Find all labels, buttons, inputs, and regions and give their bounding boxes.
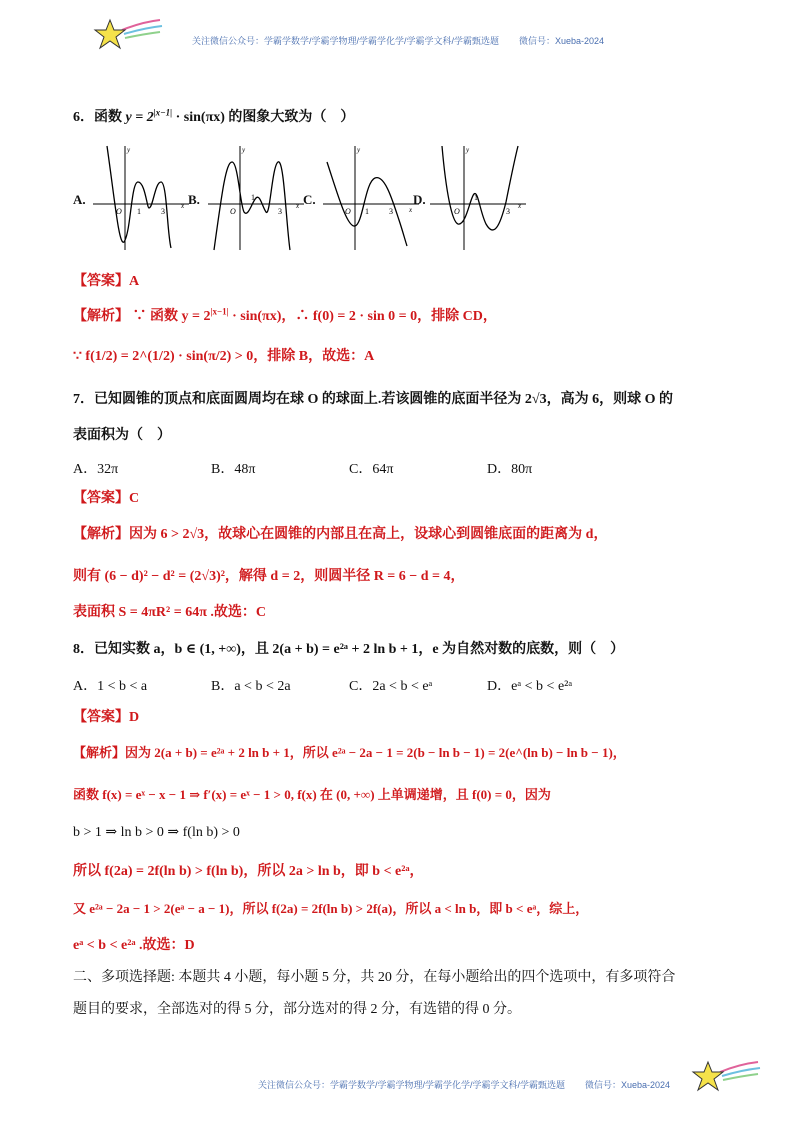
q7-option-d: D．80π bbox=[487, 462, 533, 477]
svg-text:1: 1 bbox=[365, 207, 369, 216]
svg-text:x: x bbox=[296, 202, 300, 210]
q6-analysis-line-2: ∵ f(1/2) = 2^(1/2) · sin(π/2) > 0，排除 B，故选：A bbox=[73, 349, 375, 364]
q8-analysis-3: b > 1 ⇒ ln b > 0 ⇒ f(ln b) > 0 bbox=[73, 825, 240, 840]
q8-option-b: B．a < b < 2a bbox=[211, 679, 291, 694]
svg-text:y: y bbox=[466, 146, 470, 154]
q7-analysis-1: 【解析】因为 6 > 2√3，故球心在圆锥的内部且在高上，设球心到圆锥底面的距离为 d， bbox=[73, 527, 608, 542]
q8-option-a: A．1 < b < a bbox=[73, 679, 148, 694]
q8-answer: 【答案】D bbox=[73, 710, 140, 725]
q6-option-b-label: B. bbox=[188, 192, 200, 207]
q6-func-base: y = 2 bbox=[125, 110, 154, 125]
section2-line-2: 题目的要求，全部选对的得 5 分，部分选对的得 2 分，有选错的得 0 分。 bbox=[73, 1002, 521, 1017]
q7-analysis-3: 表面积 S = 4πR² = 64π .故选：C bbox=[73, 605, 266, 620]
q8-option-c: C．2a < b < eᵃ bbox=[349, 679, 433, 694]
q6-option-d-label: D. bbox=[413, 192, 426, 207]
q7-option-c: C．64π bbox=[349, 462, 394, 477]
q7-analysis-2: 则有 (6 − d)² − d² = (2√3)²，解得 d = 2，则圆半径 R = 6 − d = 4， bbox=[73, 569, 465, 584]
svg-text:O: O bbox=[230, 207, 236, 216]
q6-suffix: 的图象大致为（ ） bbox=[228, 110, 355, 125]
q6-func-exp: |x−1| bbox=[153, 107, 173, 118]
svg-text:y: y bbox=[242, 146, 246, 154]
svg-text:O: O bbox=[345, 207, 351, 216]
q6-analysis-1b: · sin(πx)，∴ f(0) = 2 · sin 0 = 0，排除 CD， bbox=[232, 309, 497, 324]
q6-graph-d bbox=[430, 142, 530, 252]
svg-text:1: 1 bbox=[137, 207, 141, 216]
header-right-text: 微信号：Xueba-2024 bbox=[519, 36, 605, 46]
svg-text:x: x bbox=[518, 202, 522, 210]
footer-star-logo-icon bbox=[690, 1058, 762, 1098]
q7-answer: 【答案】C bbox=[73, 491, 140, 506]
svg-text:3: 3 bbox=[389, 207, 393, 216]
q8-analysis-4: 所以 f(2a) = 2f(ln b) > f(ln b)，所以 2a > ln b，即 b < e²ᵃ， bbox=[73, 864, 424, 879]
q6-graph-c bbox=[323, 142, 423, 252]
q8-analysis-6: eᵃ < b < e²ᵃ .故选：D bbox=[73, 938, 195, 953]
q7-stem-2: 表面积为（ ） bbox=[73, 428, 171, 443]
header-left-text: 关注微信公众号：学霸学数学/学霸学物理/学霸学化学/学霸学文科/学霸甄选题 bbox=[192, 36, 500, 46]
svg-text:1: 1 bbox=[251, 193, 255, 202]
footer-left-text: 关注微信公众号：学霸学数学/学霸学物理/学霸学化学/学霸学文科/学霸甄选题 bbox=[258, 1080, 566, 1090]
q6-func-tail: · sin(πx) bbox=[175, 110, 225, 125]
section2-line-1: 二、多项选择题: 本题共 4 小题，每小题 5 分，共 20 分，在每小题给出的四个选项中，有多项符合 bbox=[73, 970, 676, 985]
svg-text:3: 3 bbox=[506, 207, 510, 216]
svg-text:x: x bbox=[409, 206, 413, 214]
svg-text:x: x bbox=[181, 202, 185, 210]
q8-stem: 8．已知实数 a，b ∈ (1, +∞)，且 2(a + b) = e²ᵃ + 2 ln b + 1，e 为自然对数的底数，则（ ） bbox=[73, 642, 625, 657]
q7-option-a: A．32π bbox=[73, 462, 119, 477]
q6-prefix: 6．函数 bbox=[73, 110, 122, 125]
q7-option-b: B．48π bbox=[211, 462, 256, 477]
svg-text:3: 3 bbox=[278, 207, 282, 216]
q8-analysis-2: 函数 f(x) = eˣ − x − 1 ⇒ f′(x) = eˣ − 1 > 0, f(x) 在 (0, +∞) 上单调递增，且 f(0) = 0，因为 bbox=[73, 787, 551, 802]
q6-graph-b bbox=[208, 142, 308, 252]
q6-analysis-label: 【解析】 bbox=[73, 309, 129, 324]
q6-answer: 【答案】A bbox=[73, 274, 140, 289]
svg-text:1: 1 bbox=[474, 193, 478, 202]
q6-graph-a bbox=[93, 142, 193, 252]
svg-text:y: y bbox=[357, 146, 361, 154]
q6-stem bbox=[73, 106, 354, 126]
svg-text:3: 3 bbox=[161, 207, 165, 216]
svg-text:y: y bbox=[127, 146, 131, 154]
q6-option-a-label: A. bbox=[73, 192, 86, 207]
q6-option-c-label: C. bbox=[303, 192, 316, 207]
footer-right-text: 微信号：Xueba-2024 bbox=[585, 1080, 671, 1090]
star-logo-icon bbox=[92, 16, 164, 56]
q8-option-d: D．eᵃ < b < e²ᵃ bbox=[487, 679, 573, 694]
q6-analysis-line-1 bbox=[73, 305, 497, 325]
q8-analysis-1: 【解析】因为 2(a + b) = e²ᵃ + 2 ln b + 1，所以 e²ᵃ − 2a − 1 = 2(b − ln b − 1) = 2(e^(ln b) − ln b − 1)， bbox=[73, 745, 626, 760]
q8-analysis-5: 又 e²ᵃ − 2a − 1 > 2(eᵃ − a − 1)，所以 f(2a) = 2f(ln b) > 2f(a)，所以 a < ln b，即 b < eᵃ，综上， bbox=[73, 901, 589, 916]
svg-text:O: O bbox=[454, 207, 460, 216]
q7-stem-1: 7．已知圆锥的顶点和底面圆周均在球 O 的球面上.若该圆锥的底面半径为 2√3，高为 6，则球 O 的 bbox=[73, 392, 673, 407]
svg-text:O: O bbox=[116, 207, 122, 216]
q6-analysis-1-exp: |x−1| bbox=[210, 306, 229, 317]
q6-analysis-1a: ∵ 函数 y = 2 bbox=[132, 309, 211, 324]
